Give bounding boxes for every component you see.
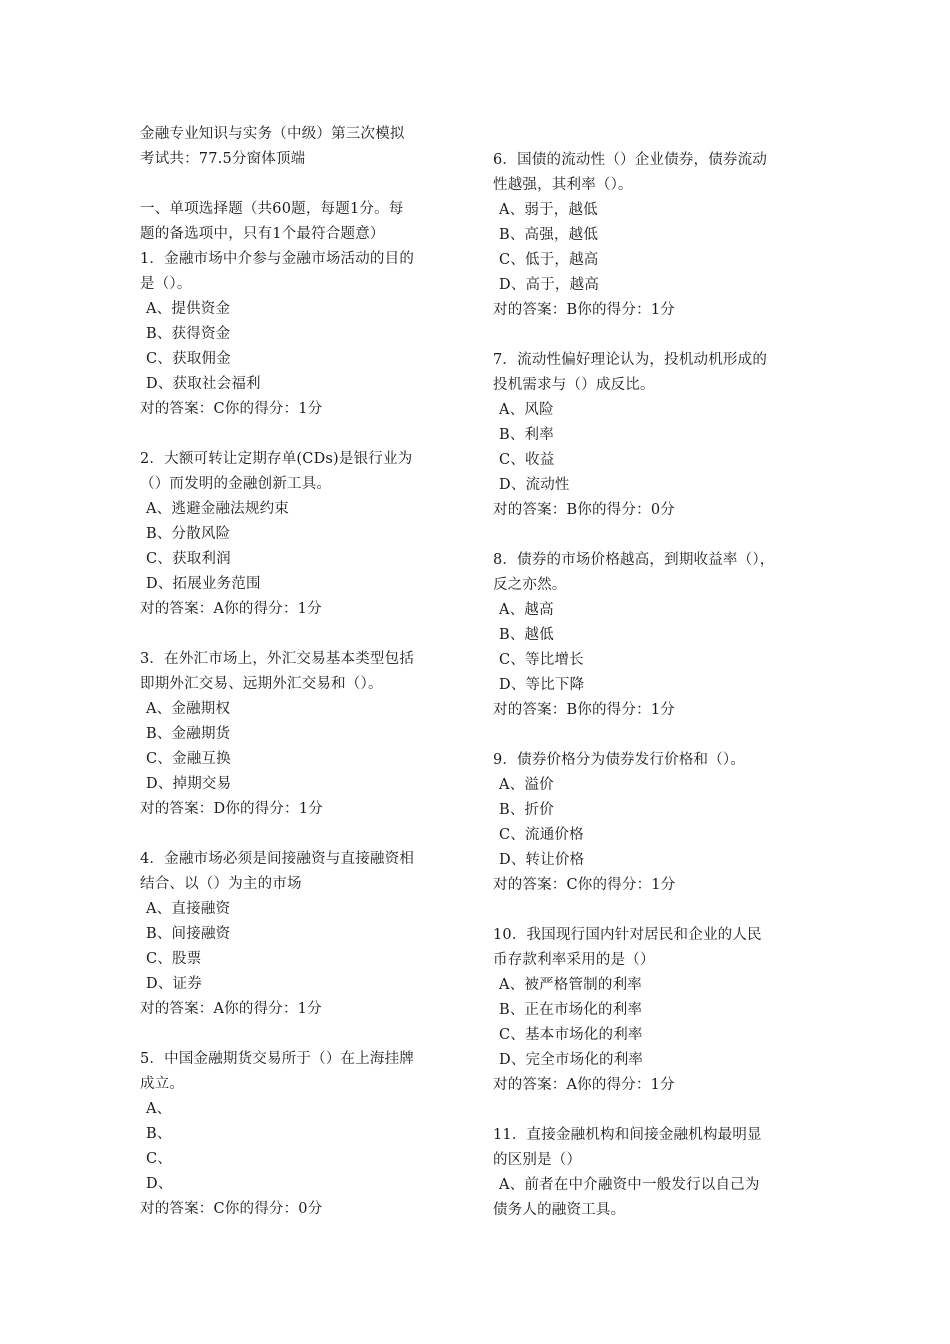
option-a: A、弱于，越低 — [499, 202, 598, 218]
question-text: 7．流动性偏好理论认为，投机动机形成的 — [493, 352, 768, 368]
question-text: 结合、以（）为主的市场 — [140, 876, 302, 892]
option-b: B、间接融资 — [146, 926, 231, 942]
option-d: D、拓展业务范围 — [146, 576, 261, 592]
question-block — [140, 847, 470, 1022]
option-d: D、掉期交易 — [146, 776, 232, 792]
answer-line: 对的答案：B你的得分：1分 — [493, 302, 675, 318]
option-a: A、逃避金融法规约束 — [146, 501, 289, 517]
option-b: B、 — [146, 1126, 172, 1142]
option-d: D、证券 — [146, 976, 202, 992]
option-b: B、金融期货 — [146, 726, 231, 742]
right-column — [493, 148, 823, 1223]
question-text: 8．债券的市场价格越高，到期收益率（）， — [493, 552, 775, 568]
option-a: A、金融期权 — [146, 701, 231, 717]
option-d: D、等比下降 — [499, 677, 585, 693]
question-block — [493, 1123, 823, 1223]
answer-line: 对的答案：D你的得分：1分 — [140, 801, 323, 817]
option-b: B、正在市场化的利率 — [499, 1002, 643, 1018]
option-c: C、流通价格 — [499, 827, 584, 843]
option-a: A、前者在中介融资中一般发行以自己为 — [499, 1177, 760, 1193]
question-text: 成立。 — [140, 1076, 185, 1092]
question-text: 投机需求与（）成反比。 — [493, 377, 655, 393]
question-block — [140, 1047, 470, 1222]
question-block — [140, 647, 470, 822]
question-text: 的区别是（） — [493, 1152, 582, 1168]
section-title: 一、单项选择题（共60题，每题1分。每 — [140, 201, 404, 217]
option-a-continued: 债务人的融资工具。 — [493, 1202, 626, 1218]
question-block — [140, 447, 470, 622]
question-text: 是（）。 — [140, 276, 192, 292]
option-a: A、风险 — [499, 402, 554, 418]
option-b: B、获得资金 — [146, 326, 231, 342]
option-c: C、获取佣金 — [146, 351, 231, 367]
option-d: D、 — [146, 1176, 173, 1192]
answer-line: 对的答案：C你的得分：1分 — [140, 401, 323, 417]
option-a: A、越高 — [499, 602, 554, 618]
answer-line: 对的答案：A你的得分：1分 — [493, 1077, 675, 1093]
section-subtitle: 题的备选项中，只有1个最符合题意） — [140, 226, 385, 242]
question-text: 1．金融市场中介参与金融市场活动的目的 — [140, 251, 415, 267]
option-c: C、金融互换 — [146, 751, 231, 767]
question-text: 4．金融市场必须是间接融资与直接融资相 — [140, 851, 415, 867]
option-d: D、获取社会福利 — [146, 376, 261, 392]
question-block — [493, 923, 823, 1098]
option-a: A、提供资金 — [146, 301, 231, 317]
question-text: 3．在外汇市场上，外汇交易基本类型包括 — [140, 651, 415, 667]
option-d: D、流动性 — [499, 477, 570, 493]
answer-line: 对的答案：C你的得分：0分 — [140, 1201, 323, 1217]
option-c: C、 — [146, 1151, 172, 1167]
option-a: A、 — [146, 1101, 172, 1117]
option-a: A、被严格管制的利率 — [499, 977, 642, 993]
option-d: D、完全市场化的利率 — [499, 1052, 644, 1068]
question-block — [140, 247, 470, 422]
option-b: B、分散风险 — [146, 526, 231, 542]
question-text: 6．国债的流动性（）企业债券，债券流动 — [493, 152, 768, 168]
answer-line: 对的答案：A你的得分：1分 — [140, 1001, 322, 1017]
option-c: C、收益 — [499, 452, 555, 468]
option-d: D、转让价格 — [499, 852, 585, 868]
question-text: 即期外汇交易、远期外汇交易和（）。 — [140, 676, 383, 692]
left-column — [140, 122, 470, 1222]
option-c: C、基本市场化的利率 — [499, 1027, 643, 1043]
question-text: 反之亦然。 — [493, 577, 567, 593]
answer-line: 对的答案：A你的得分：1分 — [140, 601, 322, 617]
question-block — [493, 348, 823, 523]
option-b: B、越低 — [499, 627, 554, 643]
option-c: C、低于，越高 — [499, 252, 599, 268]
question-block — [493, 148, 823, 323]
option-a: A、直接融资 — [146, 901, 231, 917]
option-b: B、利率 — [499, 427, 554, 443]
question-block — [493, 548, 823, 723]
option-a: A、溢价 — [499, 777, 554, 793]
question-text: 9．债券价格分为债券发行价格和（）。 — [493, 752, 746, 768]
question-text: 10．我国现行国内针对居民和企业的人民 — [493, 927, 762, 943]
total-score-line: 考试共：77.5分窗体顶端 — [140, 151, 306, 167]
option-c: C、等比增长 — [499, 652, 584, 668]
option-b: B、高强，越低 — [499, 227, 599, 243]
question-block — [493, 748, 823, 898]
question-text: 2．大额可转让定期存单(CDs)是银行业为 — [140, 451, 413, 467]
option-b: B、折价 — [499, 802, 554, 818]
question-text: 11．直接金融机构和间接金融机构最明显 — [493, 1127, 762, 1143]
option-c: C、股票 — [146, 951, 202, 967]
question-text: 性越强，其利率（）。 — [493, 177, 633, 193]
answer-line: 对的答案：C你的得分：1分 — [493, 877, 676, 893]
question-text: （）而发明的金融创新工具。 — [140, 476, 332, 492]
option-c: C、获取利润 — [146, 551, 231, 567]
question-text: 5．中国金融期货交易所于（）在上海挂牌 — [140, 1051, 415, 1067]
option-d: D、高于，越高 — [499, 277, 600, 293]
question-text: 币存款利率采用的是（） — [493, 952, 655, 968]
answer-line: 对的答案：B你的得分：1分 — [493, 702, 675, 718]
answer-line: 对的答案：B你的得分：0分 — [493, 502, 675, 518]
document-title: 金融专业知识与实务（中级）第三次模拟 — [140, 126, 405, 142]
